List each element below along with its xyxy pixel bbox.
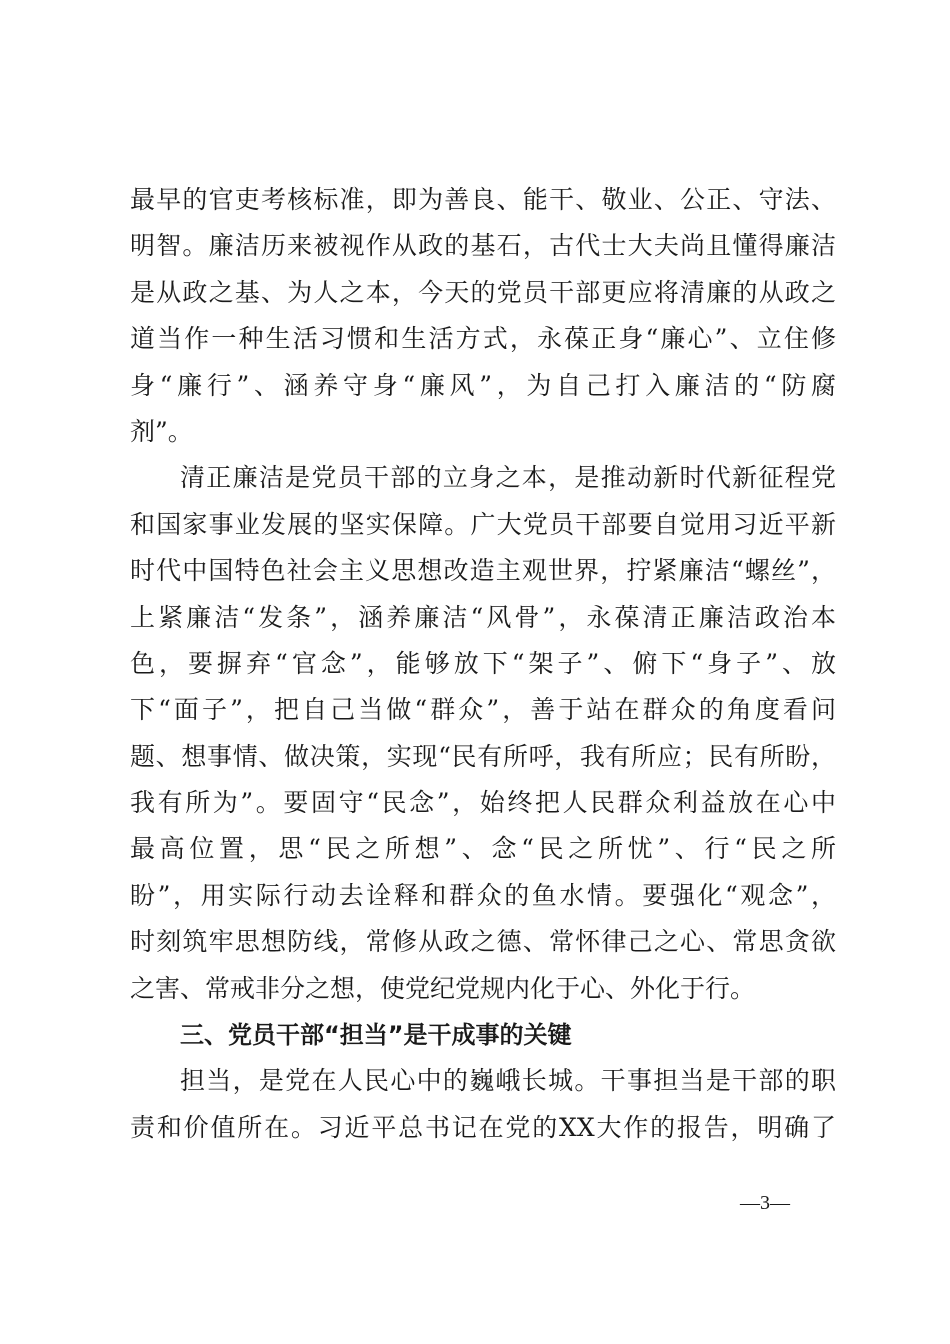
text-line: 时代中国特色社会主义思想改造主观世界，拧紧廉洁“螺丝”，	[130, 556, 836, 586]
text-line: 我有所为”。要固守“民念”，始终把人民群众利益放在心中	[130, 788, 836, 818]
text-line: 剂”。	[130, 416, 193, 446]
text-line: 色，要摒弃“官念”，能够放下“架子”、俯下“身子”、放	[130, 648, 836, 678]
text-line: 盼”，用实际行动去诠释和群众的鱼水情。要强化“观念”，	[130, 880, 836, 910]
text-line: 最高位置，思“民之所想”、念“民之所忧”、行“民之所	[130, 834, 836, 864]
text-line: 担当，是党在人民心中的巍峨长城。干事担当是干部的职	[180, 1066, 836, 1096]
page-number: —3—	[740, 1192, 790, 1214]
text-line: 之害、常戒非分之想，使党纪党规内化于心、外化于行。	[130, 973, 756, 1003]
text-line: 和国家事业发展的坚实保障。广大党员干部要自觉用习近平新	[130, 509, 836, 539]
text-line: 道当作一种生活习惯和生活方式，永葆正身“廉心”、立住修	[130, 324, 836, 354]
section-heading: 三、党员干部“担当”是干成事的关键	[180, 1021, 572, 1050]
text-line: 身“廉行”、涵养守身“廉风”，为自己打入廉洁的“防腐	[130, 370, 836, 400]
text-line: 责和价值所在。习近平总书记在党的XX大作的报告，明确了	[130, 1112, 836, 1142]
text-line: 是从政之基、为人之本，今天的党员干部更应将清廉的从政之	[130, 277, 836, 307]
text-line: 题、想事情、做决策，实现“民有所呼，我有所应；民有所盼，	[130, 741, 836, 771]
text-line: 下“面子”，把自己当做“群众”，善于站在群众的角度看问	[130, 695, 836, 725]
text-line: 上紧廉洁“发条”，涵养廉洁“风骨”，永葆清正廉洁政治本	[130, 602, 836, 632]
text-line: 最早的官吏考核标准，即为善良、能干、敬业、公正、守法、	[130, 185, 836, 214]
text-line: 明智。廉洁历来被视作从政的基石，古代士大夫尚且懂得廉洁	[130, 231, 836, 261]
text-line: 时刻筑牢思想防线，常修从政之德、常怀律己之心、常思贪欲	[130, 927, 836, 957]
text-line: 清正廉洁是党员干部的立身之本，是推动新时代新征程党	[180, 463, 836, 493]
body-text	[130, 177, 836, 1151]
